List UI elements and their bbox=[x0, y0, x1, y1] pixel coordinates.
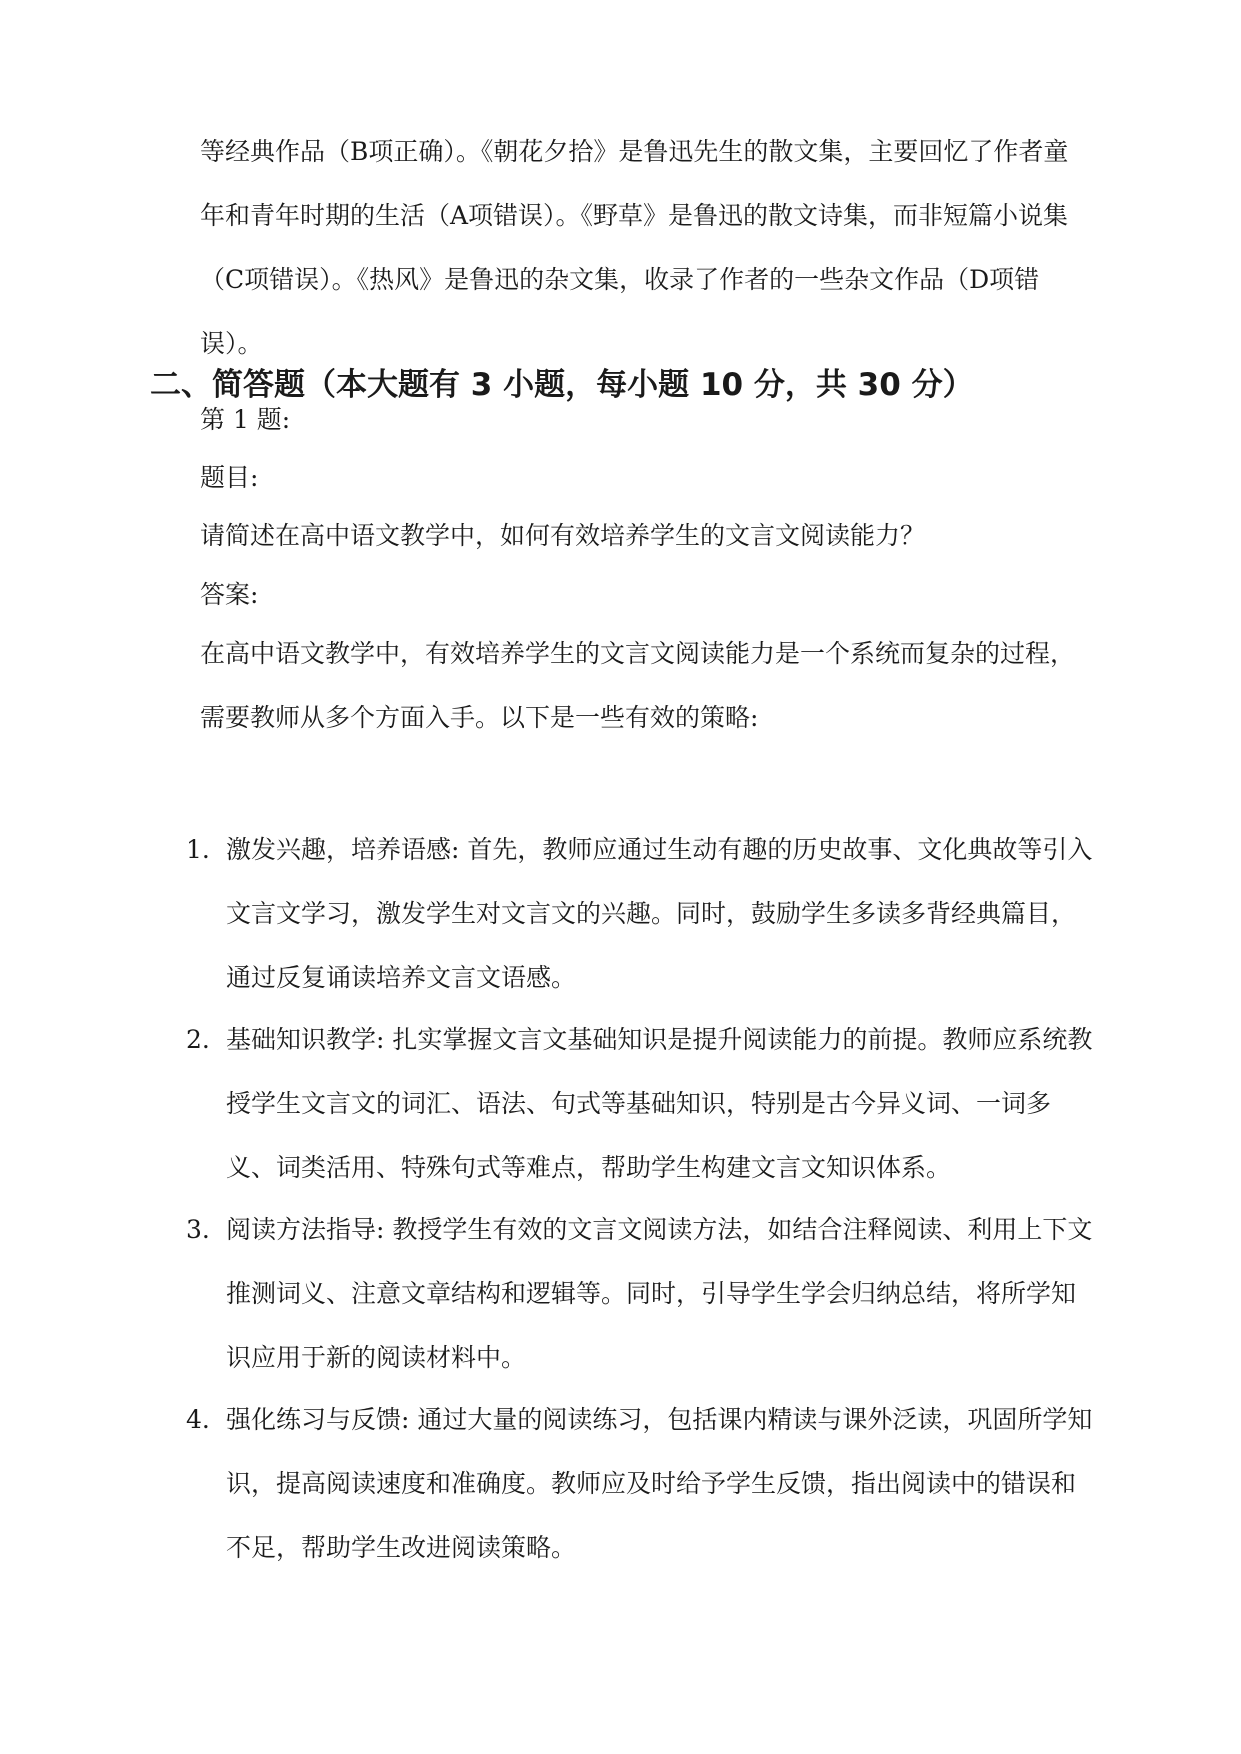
list-item bbox=[0, 1008, 1241, 1198]
list-item-text: 强化练习与反馈: 通过大量的阅读练习，包括课内精读与课外泛读，巩固所学知识，提高阅读速度和准确度。教师应及时给予学生反馈，指出阅读中的错误和不足，帮助学生改进阅读策略。 bbox=[226, 1405, 1093, 1562]
list-item bbox=[0, 1198, 1241, 1388]
section-title: 二、简答题（本大题有 3 小题，每小题 10 分，共 30 分） bbox=[150, 367, 974, 403]
list-item-number: 4. bbox=[186, 1405, 210, 1434]
strategy-list bbox=[0, 818, 1241, 1578]
question-text: 请简述在高中语文教学中，如何有效培养学生的文言文阅读能力？ bbox=[200, 521, 926, 550]
list-item bbox=[0, 1388, 1241, 1578]
list-item-number: 1. bbox=[186, 835, 210, 864]
list-item bbox=[0, 818, 1241, 1008]
list-item-text: 阅读方法指导: 教授学生有效的文言文阅读方法，如结合注释阅读、利用上下文推测词义、注意文章结构和逻辑等。同时，引导学生学会归纳总结，将所学知识应用于新的阅读材料中。 bbox=[226, 1215, 1093, 1372]
question-number: 第 1 题: bbox=[200, 405, 291, 434]
answer-intro: 在高中语文教学中，有效培养学生的文言文阅读能力是一个系统而复杂的过程，需要教师从多个方面入手。以下是一些有效的策略: bbox=[200, 639, 1076, 732]
intro-paragraph: 等经典作品（B项正确）。《朝花夕拾》是鲁迅先生的散文集，主要回忆了作者童年和青年时期的生活（A项错误）。《野草》是鲁迅的散文诗集，而非短篇小说集（C项错误）。《热风》是鲁迅的杂文集，收录了作者的一些杂文作品（D项错误）。 bbox=[200, 137, 1069, 358]
answer-label: 答案: bbox=[200, 580, 259, 609]
list-item-text: 激发兴趣，培养语感: 首先，教师应通过生动有趣的历史故事、文化典故等引入文言文学习，激发学生对文言文的兴趣。同时，鼓励学生多读多背经典篇目，通过反复诵读培养文言文语感。 bbox=[226, 835, 1093, 992]
list-item-number: 2. bbox=[186, 1025, 210, 1054]
question-label: 题目: bbox=[200, 463, 259, 492]
list-item-text: 基础知识教学: 扎实掌握文言文基础知识是提升阅读能力的前提。教师应系统教授学生文言文的词汇、语法、句式等基础知识，特别是古今异义词、一词多义、词类活用、特殊句式等难点，帮助学生构建文言文知识体系。 bbox=[226, 1025, 1093, 1182]
list-item-number: 3. bbox=[186, 1215, 210, 1244]
